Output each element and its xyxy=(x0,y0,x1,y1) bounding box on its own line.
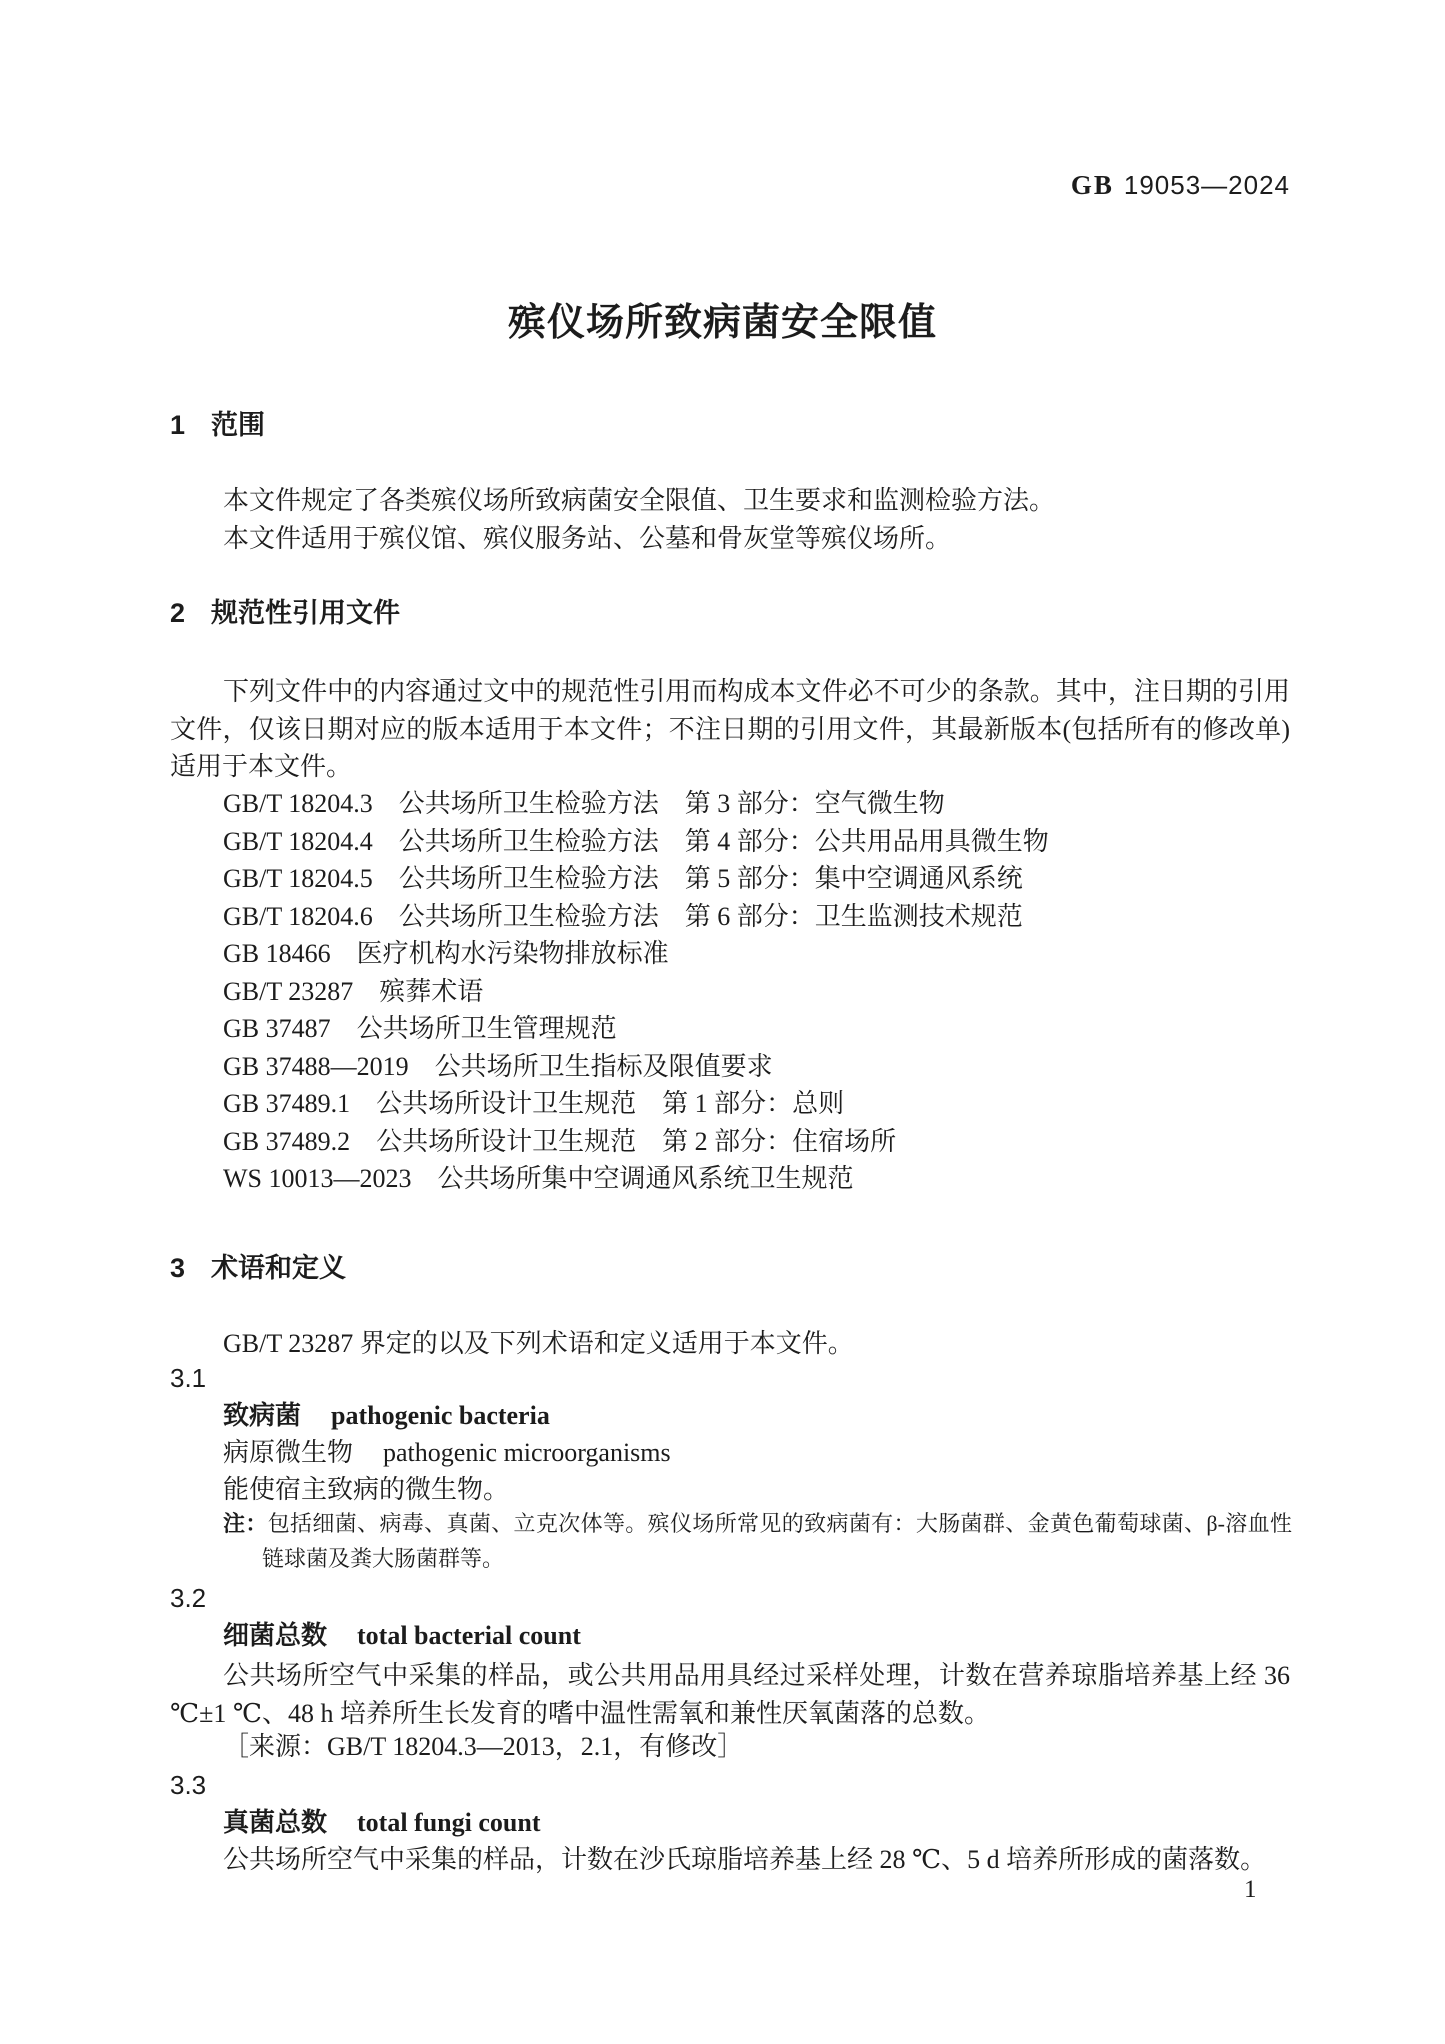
doc-code xyxy=(170,170,1290,201)
term-3-1-note xyxy=(170,1506,1292,1576)
page-number: 1 xyxy=(1244,1876,1257,1903)
term-3-2-zh: 细菌总数 xyxy=(223,1620,328,1650)
normative-references-intro: 下列文件中的内容通过文中的规范性引用而构成本文件必不可少的条款。其中，注日期的引用文件，仅该日期对应的版本适用于本文件；不注日期的引用文件，其最新版本(包括所有的修改单)适用于本文件。 xyxy=(170,677,1290,781)
term-3-1-synonym-en: pathogenic microorganisms xyxy=(383,1438,671,1467)
term-3-1-en: pathogenic bacteria xyxy=(331,1401,550,1430)
clause-3-intro xyxy=(170,1325,1290,1363)
doc-title: 殡仪场所致病菌安全限值 xyxy=(507,302,937,344)
reference-list xyxy=(170,785,1290,1198)
reference-item: GB 18466 医疗机构水污染物排放标准 xyxy=(223,939,669,968)
clause-1-body xyxy=(170,482,1290,557)
reference-item: GB 37487 公共场所卫生管理规范 xyxy=(223,1014,617,1043)
clause-2-heading xyxy=(170,598,1290,628)
term-3-3-definition: 公共场所空气中采集的样品，计数在沙氏琼脂培养基上经 28 ℃、5 d 培养所形成的菌落数。 xyxy=(223,1845,1267,1874)
reference-item: GB 37489.2 公共场所设计卫生规范 第 2 部分：住宿场所 xyxy=(223,1126,897,1156)
term-3-1-synonym-zh: 病原微生物 xyxy=(223,1438,354,1467)
note-label: 注： xyxy=(223,1511,268,1536)
clause-2-intro xyxy=(170,673,1290,786)
reference-item: GB/T 18204.3 公共场所卫生检验方法 第 3 部分：空气微生物 xyxy=(223,789,945,818)
term-3-3-en: total fungi count xyxy=(357,1808,541,1837)
term-3-1-synonym xyxy=(223,1437,671,1469)
term-3-1-id: 3.1 xyxy=(170,1363,207,1393)
doc-code-number: 19053—2024 xyxy=(1123,170,1290,200)
reference-item: GB/T 18204.6 公共场所卫生检验方法 第 6 部分：卫生监测技术规范 xyxy=(223,901,1023,931)
reference-item: GB 37488—2019 公共场所卫生指标及限值要求 xyxy=(223,1051,773,1081)
term-3-2-id: 3.2 xyxy=(170,1583,207,1613)
reference-item: GB 37489.1 公共场所设计卫生规范 第 1 部分：总则 xyxy=(223,1089,845,1118)
term-3-2-name xyxy=(223,1619,581,1652)
clause-1-title: 范围 xyxy=(211,410,266,440)
term-3-2-source: ［来源：GB/T 18204.3—2013，2.1，有修改］ xyxy=(223,1732,744,1761)
reference-item: GB/T 18204.4 公共场所卫生检验方法 第 4 部分：公共用品用具微生物 xyxy=(223,826,1049,856)
term-3-1-definition: 能使宿主致病的微生物。 xyxy=(223,1475,510,1504)
scope-paragraph-1: 本文件规定了各类殡仪场所致病菌安全限值、卫生要求和监测检验方法。 xyxy=(223,486,1056,515)
doc-code-prefix: GB xyxy=(1070,170,1114,200)
term-3-3-definition-block xyxy=(170,1841,1290,1879)
clause-1-heading xyxy=(170,410,1290,440)
clause-3-number: 3 xyxy=(170,1253,186,1283)
term-3-2-en: total bacterial count xyxy=(357,1621,581,1650)
term-3-2-definition: 公共场所空气中采集的样品，或公共用品用具经过采样处理，计数在营养琼脂培养基上经 36 ℃±1 ℃、48 h 培养所生长发育的嗜中温性需氧和兼性厌氧菌落的总数。 xyxy=(170,1661,1290,1728)
reference-item: GB/T 23287 殡葬术语 xyxy=(223,976,484,1006)
term-3-1-name xyxy=(223,1399,550,1432)
scope-paragraph-2: 本文件适用于殡仪馆、殡仪服务站、公墓和骨灰堂等殡仪场所。 xyxy=(223,523,952,553)
term-3-3-name xyxy=(223,1806,540,1839)
note-text: 包括细菌、病毒、真菌、立克次体等。殡仪场所常见的致病菌有：大肠菌群、金黄色葡萄球菌、β-溶血性链球菌及粪大肠菌群等。 xyxy=(262,1511,1292,1571)
clause-1-number: 1 xyxy=(170,410,186,440)
clause-2-number: 2 xyxy=(170,598,186,628)
clause-3-heading xyxy=(170,1253,1290,1283)
term-3-1-zh: 致病菌 xyxy=(223,1400,302,1430)
term-3-2-definition-block xyxy=(170,1657,1290,1732)
term-3-3-id: 3.3 xyxy=(170,1770,207,1800)
terms-intro: GB/T 23287 界定的以及下列术语和定义适用于本文件。 xyxy=(223,1329,854,1358)
reference-item: WS 10013—2023 公共场所集中空调通风系统卫生规范 xyxy=(223,1164,854,1193)
clause-2-title: 规范性引用文件 xyxy=(211,598,401,628)
reference-item: GB/T 18204.5 公共场所卫生检验方法 第 5 部分：集中空调通风系统 xyxy=(223,864,1023,893)
clause-3-title: 术语和定义 xyxy=(211,1253,347,1283)
term-3-3-zh: 真菌总数 xyxy=(223,1807,328,1837)
